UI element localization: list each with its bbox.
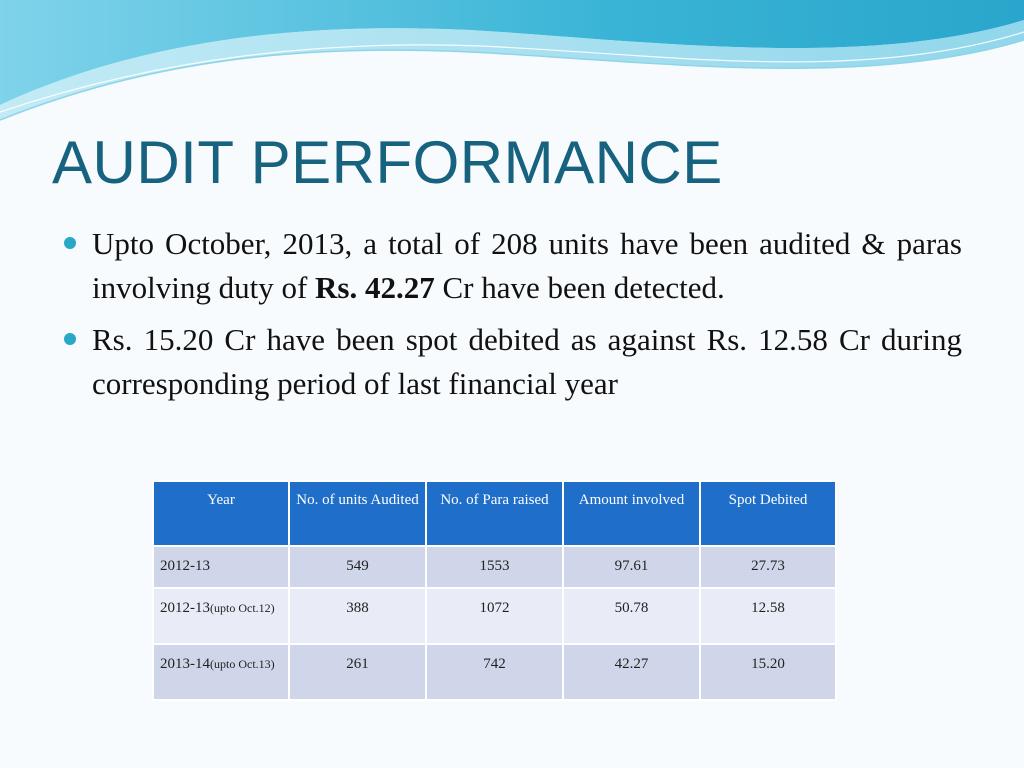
table-row	[153, 644, 836, 700]
header-para-raised: No. of Para raised	[426, 481, 563, 546]
bullet-dot-icon	[64, 333, 76, 345]
bullet-text: Upto October, 2013, a total of 208 units have been audited & paras involving duty of	[92, 226, 962, 305]
cell-amount: 50.78	[563, 588, 700, 644]
cell-units: 261	[289, 644, 426, 700]
bullet-list	[62, 222, 962, 414]
header-year: Year	[153, 481, 289, 546]
cell-units: 388	[289, 588, 426, 644]
header-amount-involved: Amount involved	[563, 481, 700, 546]
cell-paras: 742	[426, 644, 563, 700]
cell-spot: 12.58	[700, 588, 836, 644]
cell-amount: 97.61	[563, 546, 700, 588]
cell-year: 2012-13(upto Oct.12)	[153, 588, 289, 644]
table-row	[153, 546, 836, 588]
decorative-wave-header	[0, 0, 1024, 140]
bullet-item	[62, 222, 962, 310]
table-row	[153, 588, 836, 644]
cell-spot: 27.73	[700, 546, 836, 588]
bullet-text: Rs. 15.20 Cr have been spot debited as against Rs. 12.58 Cr during corresponding period of last financial year	[92, 322, 962, 401]
cell-paras: 1553	[426, 546, 563, 588]
cell-units: 549	[289, 546, 426, 588]
cell-amount: 42.27	[563, 644, 700, 700]
cell-year-note: (upto Oct.13)	[210, 657, 275, 671]
header-spot-debited: Spot Debited	[700, 481, 836, 546]
page-title: AUDIT PERFORMANCE	[52, 129, 723, 196]
bullet-item	[62, 318, 962, 406]
cell-year-note: (upto Oct.12)	[210, 601, 275, 615]
bullet-text-end: Cr have been detected.	[434, 270, 725, 305]
cell-spot: 15.20	[700, 644, 836, 700]
bullet-dot-icon	[64, 237, 76, 249]
bullet-amount: Rs. 42.27	[315, 270, 435, 305]
audit-table	[152, 480, 837, 701]
cell-paras: 1072	[426, 588, 563, 644]
cell-year: 2013-14(upto Oct.13)	[153, 644, 289, 700]
cell-year: 2012-13	[153, 546, 289, 588]
table-header-row	[153, 481, 836, 546]
header-units-audited: No. of units Audited	[289, 481, 426, 546]
